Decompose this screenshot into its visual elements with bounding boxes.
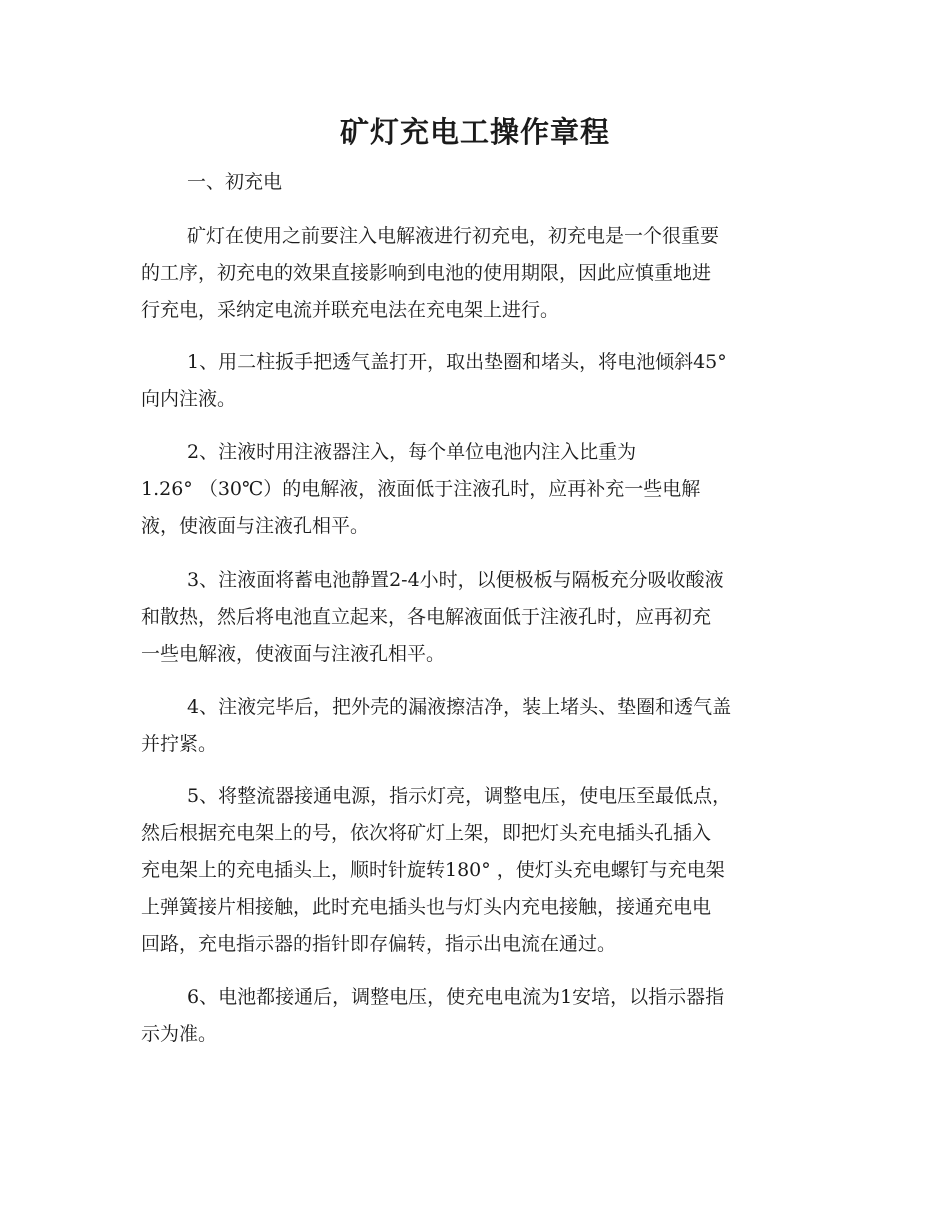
paragraph-line: 行充电，采纳定电流并联充电法在充电架上进行。: [141, 299, 560, 321]
paragraph-line: 5、将整流器接通电源，指示灯亮，调整电压，使电压至最低点，: [187, 785, 732, 807]
paragraph-step-3: [141, 562, 811, 673]
paragraph-line: 液，使液面与注液孔相平。: [141, 515, 370, 537]
paragraph-step-2: [141, 434, 811, 545]
section-heading: 一、初充电: [187, 171, 283, 193]
paragraph-line: 6、电池都接通后，调整电压，使充电电流为1安培，以指示器指: [187, 986, 725, 1008]
paragraph-line: 矿灯在使用之前要注入电解液进行初充电，初充电是一个很重要: [187, 225, 720, 247]
paragraph-line: 回路，充电指示器的指针即存偏转，指示出电流在通过。: [141, 933, 617, 955]
paragraph-step-5: [141, 778, 811, 963]
paragraph-line: 1.26° （30℃）的电解液，液面低于注液孔时，应再补充一些电解: [141, 478, 701, 500]
paragraph-line: 4、注液完毕后，把外壳的漏液擦洁净，装上堵头、垫圈和透气盖: [187, 696, 732, 718]
paragraph-line: 2、注液时用注液器注入，每个单位电池内注入比重为: [187, 441, 637, 463]
paragraph-line: 向内注液。: [141, 388, 237, 410]
paragraph-line: 示为准。: [141, 1023, 218, 1045]
paragraph-line: 并拧紧。: [141, 733, 218, 755]
paragraph-intro: [141, 218, 811, 329]
paragraph-line: 3、注液面将蓄电池静置2-4小时，以便极板与隔板充分吸收酸液: [187, 569, 724, 591]
paragraph-line: 1、用二柱扳手把透气盖打开，取出垫圈和堵头，将电池倾斜45°: [187, 351, 727, 373]
paragraph-line: 充电架上的充电插头上，顺时针旋转180° ，使灯头充电螺钉与充电架: [141, 859, 725, 881]
paragraph-step-1: [141, 344, 811, 418]
paragraph-line: 上弹簧接片相接触，此时充电插头也与灯头内充电接触，接通充电电: [141, 896, 712, 918]
paragraph-line: 一些电解液，使液面与注液孔相平。: [141, 643, 446, 665]
paragraph-line: 的工序，初充电的效果直接影响到电池的使用期限，因此应慎重地进: [141, 262, 712, 284]
paragraph-step-6: [141, 979, 811, 1053]
section-heading-initial-charging: [141, 164, 811, 201]
document-title: 矿灯充电工操作章程: [339, 115, 610, 149]
paragraph-step-4: [141, 689, 811, 763]
paragraph-line: 和散热，然后将电池直立起来，各电解液面低于注液孔时，应再初充: [141, 606, 712, 628]
paragraph-line: 然后根据充电架上的号，依次将矿灯上架，即把灯头充电插头孔插入: [141, 822, 712, 844]
